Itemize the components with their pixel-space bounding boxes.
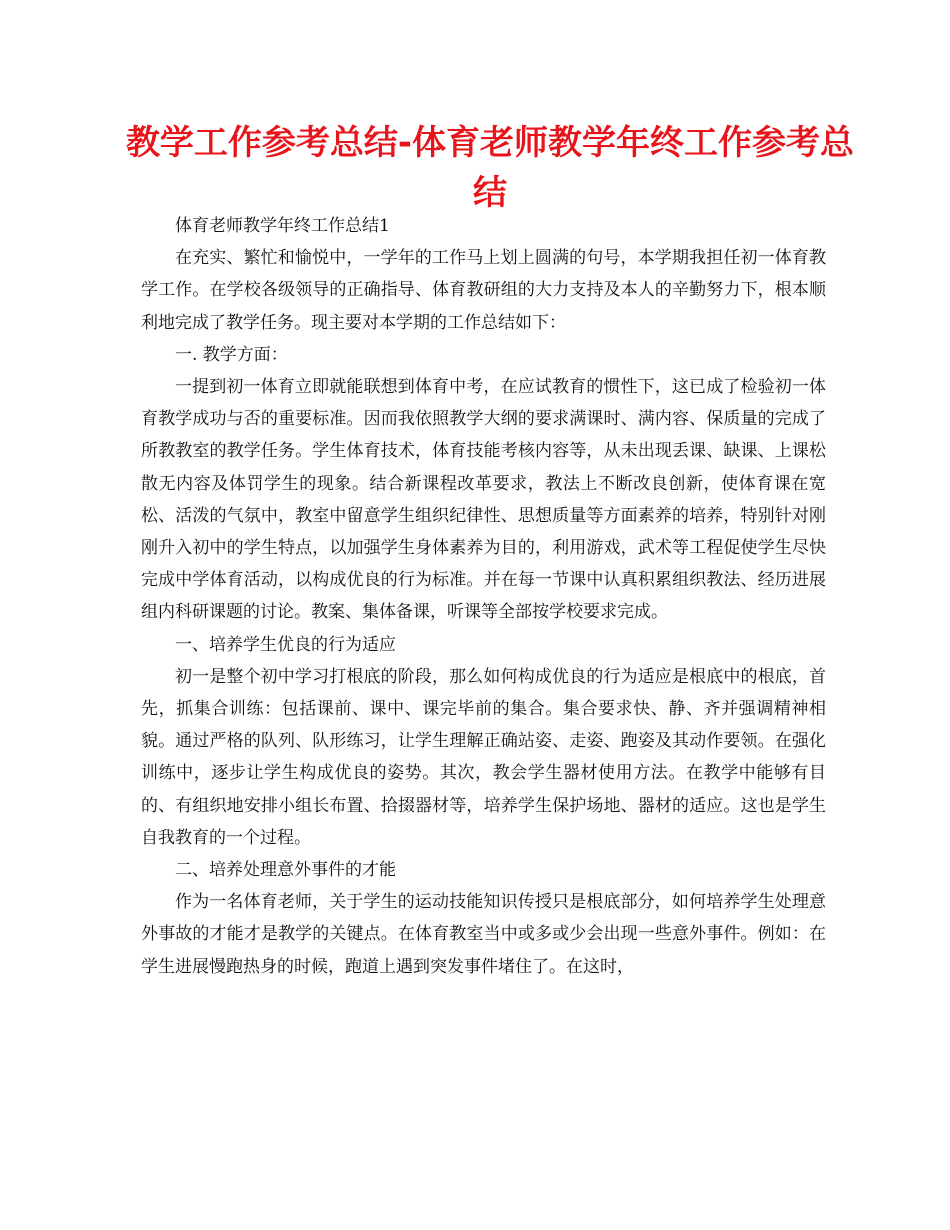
section-heading: 一. 教学方面： <box>175 344 288 365</box>
document-body <box>141 210 826 983</box>
section-heading: 一、培养学生优良的行为适应 <box>175 634 396 655</box>
document-title: 教学工作参考总结-体育老师教学年终工作参考总结 <box>125 123 855 213</box>
paragraph: 初一是整个初中学习打根底的阶段，那么如何构成优良的行为适应是根底中的根底，首先，抓集合训练：包括课前、课中、课完毕前的集合。集合要求快、静、齐并强调精神相貌。通过严格的队列、队形练习，让学生理解正确站姿、走姿、跑姿及其动作要领。在强化训练中，逐步让学生构成优良的姿势。其次，教会学生器材使用方法。在教学中能够有目的、有组织地安排小组长布置、拾掇器材等，培养学生保护场地、器材的适应。这也是学生自我教育的一个过程。 <box>141 666 826 848</box>
paragraph: 一提到初一体育立即就能联想到体育中考，在应试教育的惯性下，这已成了检验初一体育教学成功与否的重要标准。因而我依照教学大纲的要求满课时、满内容、保质量的完成了所教教室的教学任务。学生体育技术，体育技能考核内容等，从未出现丢课、缺课、上课松散无内容及体罚学生的现象。结合新课程改革要求，教法上不断改良创新，使体育课在宽松、活泼的气氛中，教室中留意学生组织纪律性、思想质量等方面素养的培养，特别针对刚刚升入初中的学生特点，以加强学生身体素养为目的，利用游戏，武术等工程促使学生尽快完成中学体育活动，以构成优良的行为标准。并在每一节课中认真积累组织教法、经历进展组内科研课题的讨论。教案、集体备课，听课等全部按学校要求完成。 <box>141 377 826 623</box>
paragraph: 作为一名体育老师，关于学生的运动技能知识传授只是根底部分，如何培养学生处理意外事故的才能才是教学的关键点。在体育教室当中或多或少会出现一些意外事件。例如：在学生进展慢跑热身的时候，跑道上遇到突发事件堵住了。在这时， <box>141 892 826 977</box>
section-heading: 二、培养处理意外事件的才能 <box>175 860 396 881</box>
paragraph: 在充实、繁忙和愉悦中，一学年的工作马上划上圆满的句号，本学期我担任初一体育教学工作。在学校各级领导的正确指导、体育教研组的大力支持及本人的辛勤努力下，根本顺利地完成了教学任务。现主要对本学期的工作总结如下： <box>141 248 826 333</box>
paragraph: 体育老师教学年终工作总结1 <box>175 216 390 236</box>
